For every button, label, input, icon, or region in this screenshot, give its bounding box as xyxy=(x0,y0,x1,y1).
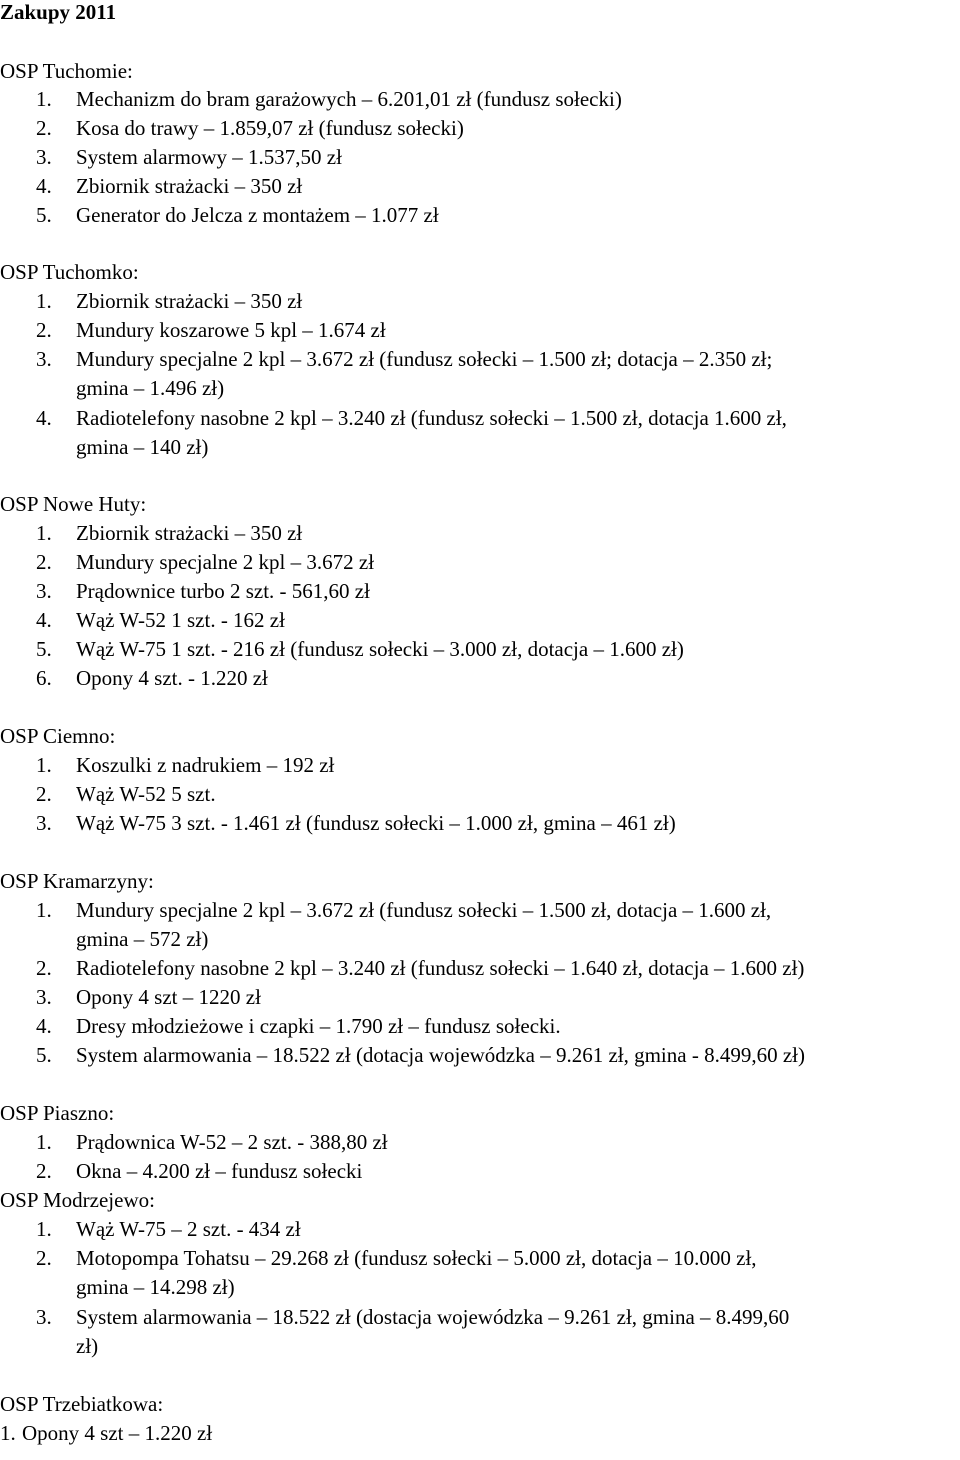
list-item-text: Mundury specjalne 2 kpl – 3.672 zł (fundusz sołecki – 1.500 zł, dotacja – 1.600 zł, xyxy=(76,898,772,922)
list-item-text: Opony 4 szt – 1220 zł xyxy=(76,985,261,1009)
list-item-number: 1. xyxy=(36,1217,52,1241)
list-item-text: Mundury specjalne 2 kpl – 3.672 zł xyxy=(76,550,375,574)
document-title: Zakupy 2011 xyxy=(0,0,117,24)
list-item-number: 1. xyxy=(36,289,52,313)
list-item-number: 2. xyxy=(36,1159,52,1183)
list-item-text: Zbiornik strażacki – 350 zł xyxy=(76,174,303,198)
list-item-text: Zbiornik strażacki – 350 zł xyxy=(76,521,303,545)
list-item-number: 2. xyxy=(36,116,52,140)
list-item-number: 3. xyxy=(36,1305,52,1329)
list-item-number: 1. xyxy=(36,898,52,922)
list-item-number: 3. xyxy=(36,145,52,169)
list-item-number: 3. xyxy=(36,579,52,603)
list-item-text: Kosa do trawy – 1.859,07 zł (fundusz sołecki) xyxy=(76,116,464,140)
list-item-text: Prądownica W-52 – 2 szt. - 388,80 zł xyxy=(76,1130,388,1154)
section-heading-osp-tuchomie: OSP Tuchomie: xyxy=(0,59,133,83)
list-item-text-continued: zł) xyxy=(76,1334,99,1358)
list-item-number: 4. xyxy=(36,608,52,632)
list-item-text: Zbiornik strażacki – 350 zł xyxy=(76,289,303,313)
list-item-text-continued: gmina – 140 zł) xyxy=(76,435,209,459)
list-item-text: Radiotelefony nasobne 2 kpl – 3.240 zł (fundusz sołecki – 1.500 zł, dotacja 1.600 zł, xyxy=(76,406,787,430)
list-item-text: Mundury specjalne 2 kpl – 3.672 zł (fundusz sołecki – 1.500 zł; dotacja – 2.350 zł; xyxy=(76,347,773,371)
list-item-number: 1. xyxy=(36,87,52,111)
list-item-number: 5. xyxy=(36,203,52,227)
list-item-number: 1. xyxy=(36,521,52,545)
list-item-text: Okna – 4.200 zł – fundusz sołecki xyxy=(76,1159,363,1183)
list-item-text-continued: gmina – 572 zł) xyxy=(76,927,209,951)
list-item-text: Mundury koszarowe 5 kpl – 1.674 zł xyxy=(76,318,386,342)
list-item-text: Generator do Jelcza z montażem – 1.077 zł xyxy=(76,203,439,227)
list-item-number: 2. xyxy=(36,956,52,980)
list-item-text-continued: gmina – 1.496 zł) xyxy=(76,376,225,400)
list-item-text: Opony 4 szt. - 1.220 zł xyxy=(76,666,268,690)
list-item-number: 2. xyxy=(36,782,52,806)
list-item-number: 3. xyxy=(36,347,52,371)
section-heading-osp-nowe-huty: OSP Nowe Huty: xyxy=(0,492,147,516)
list-item-number: 1. xyxy=(36,1130,52,1154)
list-item-text: Prądownice turbo 2 szt. - 561,60 zł xyxy=(76,579,370,603)
list-item-text: System alarmowy – 1.537,50 zł xyxy=(76,145,342,169)
list-item-text: Opony 4 szt – 1.220 zł xyxy=(22,1421,213,1445)
list-item-number: 3. xyxy=(36,985,52,1009)
list-item-text: Wąż W-75 1 szt. - 216 zł (fundusz sołecki – 3.000 zł, dotacja – 1.600 zł) xyxy=(76,637,684,661)
list-item-number: 3. xyxy=(36,811,52,835)
list-item-number: 2. xyxy=(36,318,52,342)
list-item-number: 4. xyxy=(36,1014,52,1038)
section-heading-osp-piaszno: OSP Piaszno: xyxy=(0,1101,115,1125)
list-item-number: 4. xyxy=(36,174,52,198)
list-item-number: 1. xyxy=(0,1421,16,1445)
list-item-text: System alarmowania – 18.522 zł (dostacja wojewódzka – 9.261 zł, gmina – 8.499,60 xyxy=(76,1305,790,1329)
list-item-text: Mechanizm do bram garażowych – 6.201,01 zł (fundusz sołecki) xyxy=(76,87,622,111)
section-heading-osp-tuchomko: OSP Tuchomko: xyxy=(0,260,139,284)
list-item-text: Radiotelefony nasobne 2 kpl – 3.240 zł (fundusz sołecki – 1.640 zł, dotacja – 1.600 zł) xyxy=(76,956,805,980)
list-item-text: Koszulki z nadrukiem – 192 zł xyxy=(76,753,335,777)
section-heading-osp-trzebiatkowa: OSP Trzebiatkowa: xyxy=(0,1392,164,1416)
list-item-number: 4. xyxy=(36,406,52,430)
list-item-text: Wąż W-75 – 2 szt. - 434 zł xyxy=(76,1217,301,1241)
list-item-text: Motopompa Tohatsu – 29.268 zł (fundusz sołecki – 5.000 zł, dotacja – 10.000 zł, xyxy=(76,1246,757,1270)
list-item-number: 6. xyxy=(36,666,52,690)
list-item-text: System alarmowania – 18.522 zł (dotacja wojewódzka – 9.261 zł, gmina - 8.499,60 zł) xyxy=(76,1043,805,1067)
list-item-number: 2. xyxy=(36,550,52,574)
list-item-text: Wąż W-52 1 szt. - 162 zł xyxy=(76,608,285,632)
list-item-number: 5. xyxy=(36,1043,52,1067)
section-heading-osp-ciemno: OSP Ciemno: xyxy=(0,724,116,748)
section-heading-osp-modrzejewo: OSP Modrzejewo: xyxy=(0,1188,155,1212)
section-heading-osp-kramarzyny: OSP Kramarzyny: xyxy=(0,869,154,893)
list-item-text: Wąż W-52 5 szt. xyxy=(76,782,216,806)
list-item-number: 2. xyxy=(36,1246,52,1270)
list-item-text: Dresy młodzieżowe i czapki – 1.790 zł – fundusz sołecki. xyxy=(76,1014,561,1038)
list-item-text: Wąż W-75 3 szt. - 1.461 zł (fundusz sołecki – 1.000 zł, gmina – 461 zł) xyxy=(76,811,676,835)
list-item-text-continued: gmina – 14.298 zł) xyxy=(76,1275,235,1299)
list-item-number: 1. xyxy=(36,753,52,777)
list-item-number: 5. xyxy=(36,637,52,661)
